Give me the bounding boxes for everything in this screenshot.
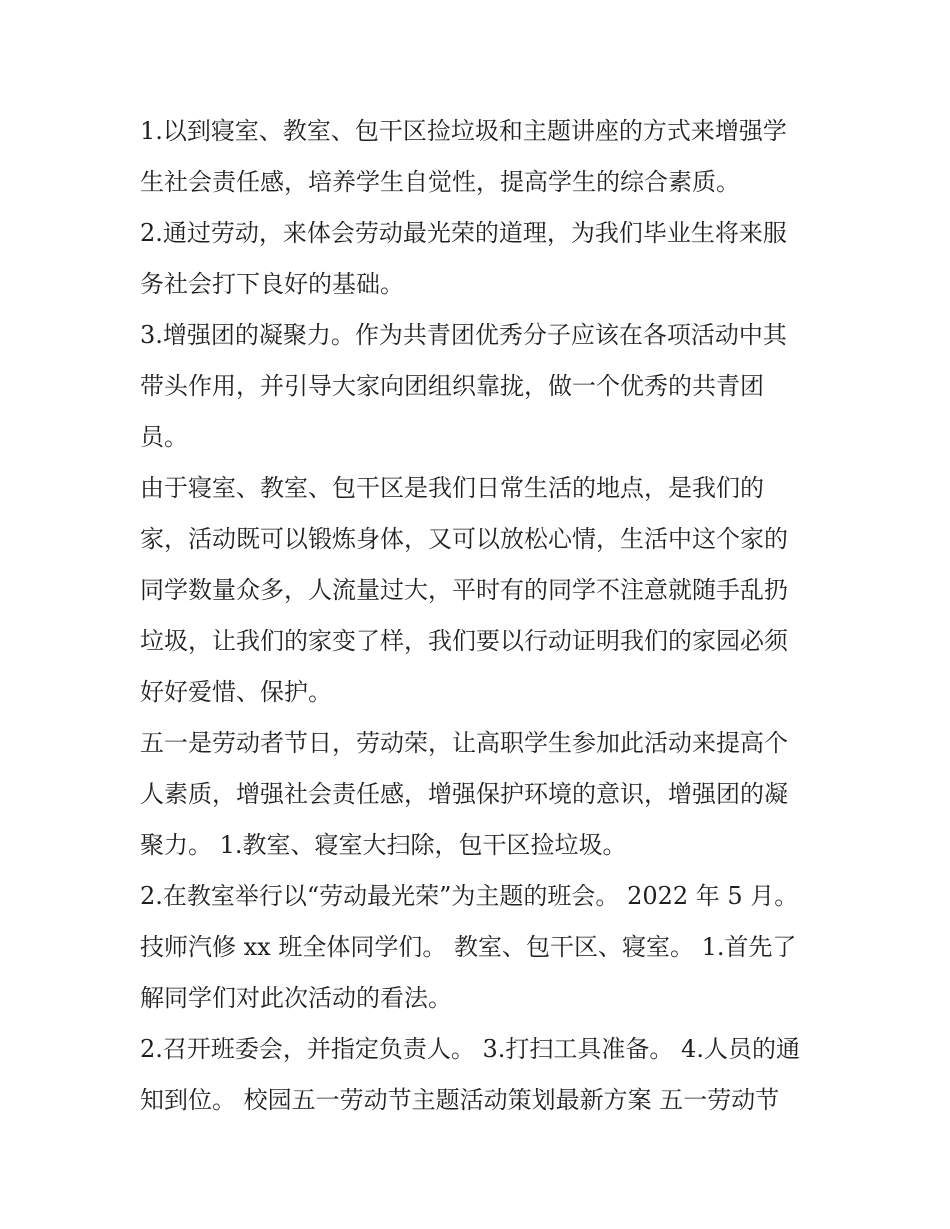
paragraph-3: 3.增强团的凝聚力。作为共青团优秀分子应该在各项活动中其 带头作用，并引导大家向团组织靠拢，做一个优秀的共青团 员。: [140, 321, 787, 451]
paragraph-2: 2.通过劳动，来体会劳动最光荣的道理，为我们毕业生将来服 务社会打下良好的基础。: [140, 219, 787, 298]
paragraph-7: 技师汽修 xx 班全体同学们。 教室、包干区、寝室。 1.首先了 解同学们对此次活动的看法。: [140, 933, 797, 1012]
document-body: [140, 106, 830, 1126]
paragraph-8: 2.召开班委会，并指定负责人。 3.打扫工具准备。 4.人员的通 知到位。 校园五一劳动节主题活动策划最新方案 五一劳动节: [140, 1035, 800, 1114]
paragraph-6: 2.在教室举行以“劳动最光荣”为主题的班会。 2022 年 5 月。: [140, 882, 799, 910]
paragraph-1: 1.以到寝室、教室、包干区捡垃圾和主题讲座的方式来增强学 生社会责任感，培养学生自觉性，提高学生的综合素质。: [140, 117, 787, 196]
paragraph-5: 五一是劳动者节日，劳动荣，让高职学生参加此活动来提高个 人素质，增强社会责任感，增强保护环境的意识，增强团的凝 聚力。 1.教室、寝室大扫除，包干区捡垃圾。: [140, 729, 788, 859]
paragraph-4: 由于寝室、教室、包干区是我们日常生活的地点，是我们的 家，活动既可以锻炼身体，又可以放松心情，生活中这个家的 同学数量众多，人流量过大，平时有的同学不注意就随手乱扔 垃圾，让我们的家变了样，我们要以行动证明我们的家园必须 好好爱惜、保护。: [140, 474, 788, 706]
